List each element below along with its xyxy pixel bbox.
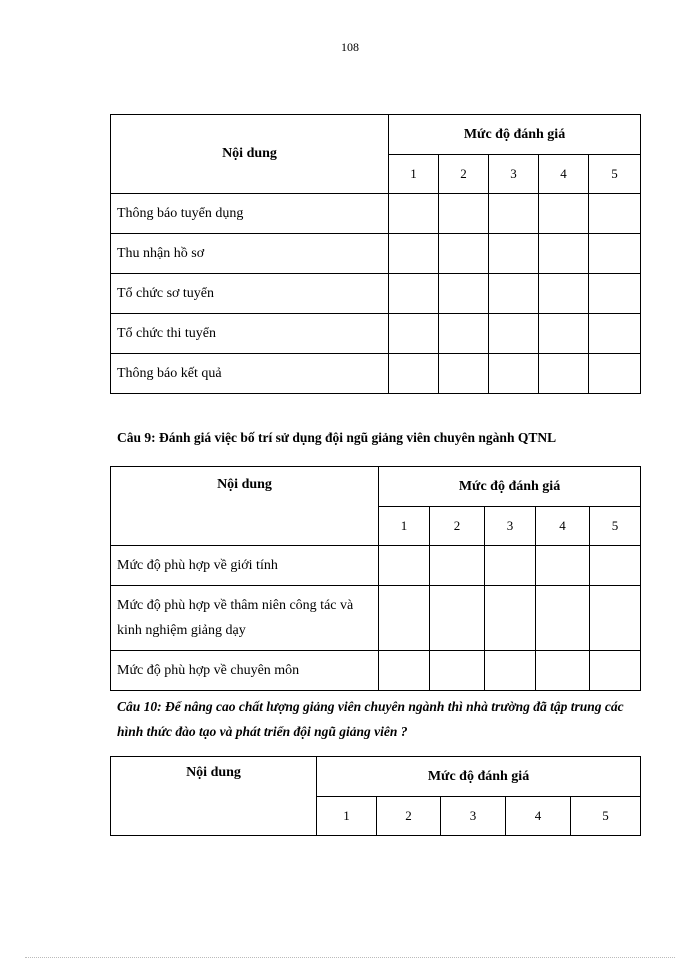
row-label: Mức độ phù hợp về giới tính xyxy=(111,546,379,586)
rating-cell[interactable] xyxy=(439,354,489,394)
rating-cell[interactable] xyxy=(389,234,439,274)
rating-cell[interactable] xyxy=(489,234,539,274)
rating-cell[interactable] xyxy=(489,314,539,354)
rating-cell[interactable] xyxy=(536,546,590,586)
scale-2: 2 xyxy=(377,797,441,836)
rating-cell[interactable] xyxy=(589,234,641,274)
header-content: Nội dung xyxy=(111,115,389,194)
table-row xyxy=(111,546,641,586)
scale-2: 2 xyxy=(430,507,485,546)
rating-cell[interactable] xyxy=(389,314,439,354)
rating-cell[interactable] xyxy=(539,194,589,234)
rating-cell[interactable] xyxy=(485,651,536,691)
rating-cell[interactable] xyxy=(589,314,641,354)
rating-cell[interactable] xyxy=(590,651,641,691)
rating-cell[interactable] xyxy=(389,274,439,314)
rating-cell[interactable] xyxy=(589,194,641,234)
row-label: Thông báo tuyển dụng xyxy=(111,194,389,234)
rating-cell[interactable] xyxy=(389,354,439,394)
rating-cell[interactable] xyxy=(379,651,430,691)
row-label: Thu nhận hồ sơ xyxy=(111,234,389,274)
header-content: Nội dung xyxy=(111,757,317,836)
rating-cell[interactable] xyxy=(536,651,590,691)
rating-cell[interactable] xyxy=(539,234,589,274)
header-rating: Mức độ đánh giá xyxy=(317,757,641,797)
header-content: Nội dung xyxy=(111,467,379,546)
staff-assignment-table xyxy=(110,466,641,691)
rating-cell[interactable] xyxy=(439,234,489,274)
rating-cell[interactable] xyxy=(389,194,439,234)
rating-cell[interactable] xyxy=(539,274,589,314)
table-row xyxy=(111,314,641,354)
question-10-heading: Câu 10: Để nâng cao chất lượng giảng viên chuyên ngành thì nhà trường đã tập trung các hình thức đào tạo và phát triển đội ngũ giảng viên ? xyxy=(117,699,624,739)
rating-cell[interactable] xyxy=(439,274,489,314)
table-row xyxy=(111,651,641,691)
scale-1: 1 xyxy=(379,507,430,546)
rating-cell[interactable] xyxy=(430,651,485,691)
table-row xyxy=(111,194,641,234)
scale-4: 4 xyxy=(506,797,571,836)
rating-cell[interactable] xyxy=(590,546,641,586)
scale-4: 4 xyxy=(539,155,589,194)
rating-cell[interactable] xyxy=(379,546,430,586)
rating-cell[interactable] xyxy=(536,586,590,651)
rating-cell[interactable] xyxy=(489,194,539,234)
table-row xyxy=(111,586,641,651)
question-9-heading: Câu 9: Đánh giá việc bố trí sử dụng đội ngũ giảng viên chuyên ngành QTNL xyxy=(117,430,557,445)
rating-cell[interactable] xyxy=(485,546,536,586)
rating-cell[interactable] xyxy=(439,314,489,354)
row-label: Mức độ phù hợp về chuyên môn xyxy=(111,651,379,691)
training-forms-table xyxy=(110,756,641,836)
rating-cell[interactable] xyxy=(589,274,641,314)
header-rating: Mức độ đánh giá xyxy=(389,115,641,155)
scale-3: 3 xyxy=(441,797,506,836)
row-label: Thông báo kết quả xyxy=(111,354,389,394)
header-rating: Mức độ đánh giá xyxy=(379,467,641,507)
row-label: Mức độ phù hợp về thâm niên công tác và kinh nghiệm giảng dạy xyxy=(111,586,379,651)
rating-cell[interactable] xyxy=(430,586,485,651)
scale-5: 5 xyxy=(590,507,641,546)
scale-5: 5 xyxy=(589,155,641,194)
rating-cell[interactable] xyxy=(489,274,539,314)
table-row xyxy=(111,354,641,394)
rating-cell[interactable] xyxy=(539,354,589,394)
scale-4: 4 xyxy=(536,507,590,546)
row-label: Tổ chức sơ tuyển xyxy=(111,274,389,314)
rating-cell[interactable] xyxy=(589,354,641,394)
scale-1: 1 xyxy=(317,797,377,836)
scale-5: 5 xyxy=(571,797,641,836)
rating-cell[interactable] xyxy=(489,354,539,394)
scale-1: 1 xyxy=(389,155,439,194)
page-bottom-divider xyxy=(25,957,675,958)
scale-2: 2 xyxy=(439,155,489,194)
scale-3: 3 xyxy=(485,507,536,546)
rating-cell[interactable] xyxy=(379,586,430,651)
recruitment-evaluation-table xyxy=(110,114,641,394)
page-number: 108 xyxy=(341,40,359,54)
rating-cell[interactable] xyxy=(430,546,485,586)
rating-cell[interactable] xyxy=(590,586,641,651)
rating-cell[interactable] xyxy=(539,314,589,354)
rating-cell[interactable] xyxy=(485,586,536,651)
scale-3: 3 xyxy=(489,155,539,194)
row-label: Tổ chức thi tuyển xyxy=(111,314,389,354)
rating-cell[interactable] xyxy=(439,194,489,234)
table-row xyxy=(111,234,641,274)
table-row xyxy=(111,274,641,314)
